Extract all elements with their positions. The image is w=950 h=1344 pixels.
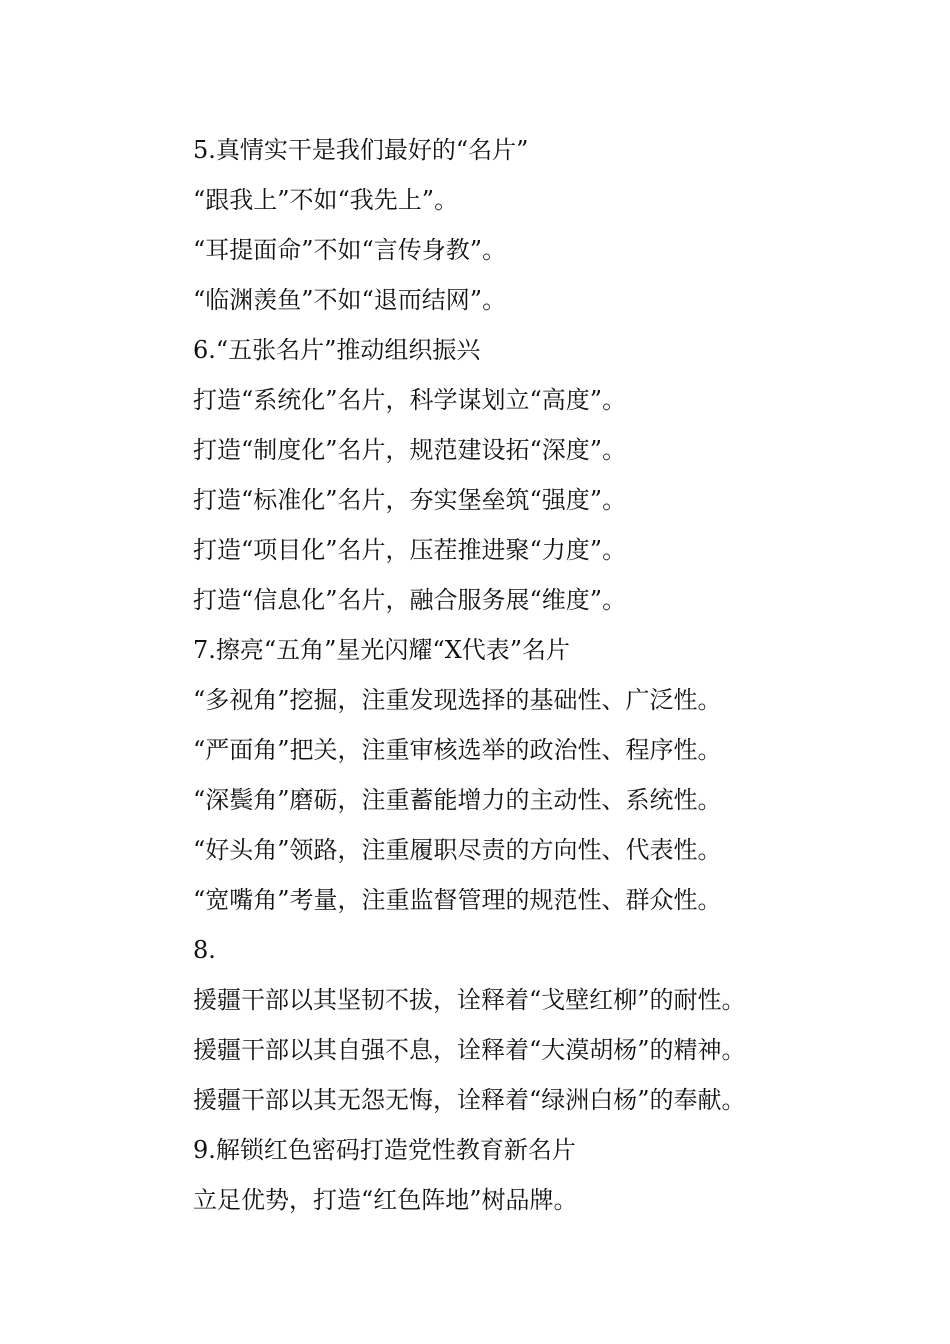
text-line: “临渊羡鱼”不如“退而结网”。 bbox=[193, 286, 507, 314]
text-line: 援疆干部以其自强不息，诠释着“大漠胡杨”的精神。 bbox=[193, 1036, 746, 1064]
text-line: “宽嘴角”考量，注重监督管理的规范性、群众性。 bbox=[193, 886, 722, 914]
text-line: 打造“信息化”名片，融合服务展“维度”。 bbox=[193, 586, 627, 614]
text-line: “严面角”把关，注重审核选举的政治性、程序性。 bbox=[193, 736, 722, 764]
text-line: 援疆干部以其坚韧不拔，诠释着“戈壁红柳”的耐性。 bbox=[193, 986, 746, 1014]
heading-5: 5.真情实干是我们最好的“名片” bbox=[193, 136, 529, 164]
text-line: 援疆干部以其无怨无悔，诠释着“绿洲白杨”的奉献。 bbox=[193, 1086, 746, 1114]
heading-7: 7.擦亮“五角”星光闪耀“X代表”名片 bbox=[193, 636, 571, 664]
heading-6: 6.“五张名片”推动组织振兴 bbox=[193, 336, 481, 364]
text-line: “跟我上”不如“我先上”。 bbox=[193, 186, 459, 214]
heading-9: 9.解锁红色密码打造党性教育新名片 bbox=[193, 1136, 576, 1164]
text-line: “耳提面命”不如“言传身教”。 bbox=[193, 236, 507, 264]
text-line: 立足优势，打造“红色阵地”树品牌。 bbox=[193, 1186, 578, 1214]
text-line: “好头角”领路，注重履职尽责的方向性、代表性。 bbox=[193, 836, 722, 864]
heading-8: 8. bbox=[193, 936, 216, 964]
text-line: 打造“标准化”名片，夯实堡垒筑“强度”。 bbox=[193, 486, 627, 514]
text-line: 打造“项目化”名片，压茬推进聚“力度”。 bbox=[193, 536, 627, 564]
text-line: 打造“系统化”名片，科学谋划立“高度”。 bbox=[193, 386, 627, 414]
text-line: “多视角”挖掘，注重发现选择的基础性、广泛性。 bbox=[193, 686, 722, 714]
text-line: 打造“制度化”名片，规范建设拓“深度”。 bbox=[193, 436, 627, 464]
document-body bbox=[193, 130, 933, 1230]
text-line: “深鬓角”磨砺，注重蓄能增力的主动性、系统性。 bbox=[193, 786, 722, 814]
